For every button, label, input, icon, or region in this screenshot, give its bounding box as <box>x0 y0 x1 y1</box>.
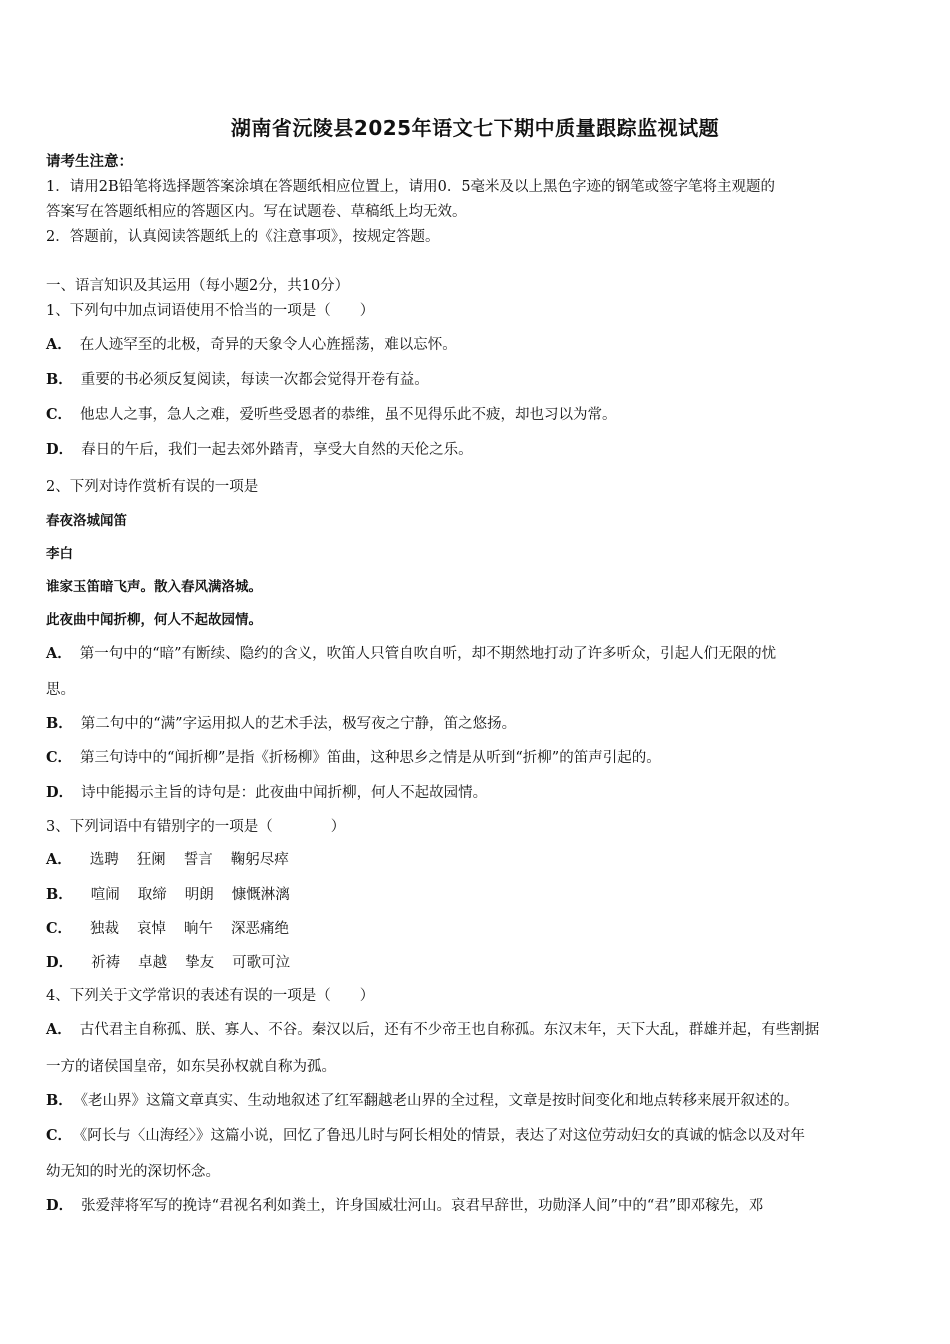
word: 祈祷 <box>91 955 121 971</box>
q2-option-d <box>46 783 908 803</box>
q3-option-b <box>46 885 908 905</box>
word: 卓越 <box>138 955 168 971</box>
word: 哀悼 <box>137 921 167 937</box>
option-text: 张爱萍将军写的挽诗“君视名利如粪土，许身国威壮河山。哀君早辞世，功勋泽人间”中的“君”即邓稼先，邓 <box>81 1198 764 1214</box>
option-text: 他忠人之事，急人之难，爱听些受恩者的恭维，虽不见得乐此不疲，却也习以为常。 <box>80 407 617 423</box>
word: 取缔 <box>137 887 167 903</box>
word: 誓言 <box>183 852 213 868</box>
option-text: 《阿长与〈山海经〉》这篇小说，回忆了鲁迅儿时与阿长相处的情景，表达了对这位劳动妇女的真诚的惦念以及对年 <box>80 1128 806 1144</box>
q3-option-c <box>46 919 908 939</box>
q3-stem: 3、下列词语中有错别字的一项是（ ） <box>46 819 346 835</box>
section-heading: 一、语言知识及其运用（每小题2分，共10分） <box>46 278 350 294</box>
word: 喧闹 <box>90 887 120 903</box>
q1-stem: 1、下列句中加点词语使用不恰当的一项是（ ） <box>46 303 375 319</box>
q3-option-d <box>46 953 908 973</box>
option-label: B． <box>46 371 73 388</box>
notice-item-1-cont: 答案写在答题纸相应的答题区内。写在试题卷、草稿纸上均无效。 <box>46 204 467 220</box>
q4-option-b <box>46 1091 908 1111</box>
word: 狂阑 <box>136 852 166 868</box>
option-label: C． <box>46 749 73 766</box>
option-label: B． <box>46 886 73 903</box>
word: 独裁 <box>90 921 120 937</box>
poem-title: 春夜洛城闻笛 <box>46 513 127 529</box>
option-label: A． <box>46 336 72 353</box>
option-text: 《老山界》这篇文章真实、生动地叙述了红军翻越老山界的全过程，文章是按时间变化和地点转移来展开叙述的。 <box>80 1093 799 1109</box>
option-text: 第三句诗中的“闻折柳”是指《折杨柳》笛曲，这种思乡之情是从听到“折柳”的笛声引起的。 <box>80 750 661 766</box>
page-title: 湖南省沅陵县2025年语文七下期中质量跟踪监视试题 <box>230 116 720 140</box>
word: 明朗 <box>184 887 214 903</box>
option-label: D． <box>46 784 74 801</box>
option-label: A． <box>46 645 72 662</box>
q2-option-a-cont: 思。 <box>46 682 75 698</box>
option-label: D． <box>46 1197 74 1214</box>
q1-option-c <box>46 405 908 425</box>
q3-option-a <box>46 850 908 870</box>
q1-option-b <box>46 370 908 390</box>
notice-item-2: 2．答题前，认真阅读答题纸上的《注意事项》，按规定答题。 <box>46 229 440 245</box>
q4-option-c-cont: 幼无知的时光的深切怀念。 <box>46 1164 220 1180</box>
q2-option-a <box>46 644 908 664</box>
option-text: 诗中能揭示主旨的诗句是：此夜曲中闻折柳，何人不起故园情。 <box>81 785 488 801</box>
poem-line-2: 此夜曲中闻折柳，何人不起故园情。 <box>46 612 262 628</box>
option-text: 古代君主自称孤、朕、寡人、不谷。秦汉以后，还有不少帝王也自称孤。东汉末年，天下大乱，群雄并起，有些割据 <box>79 1022 820 1038</box>
option-label: D． <box>46 954 74 971</box>
option-text: 第一句中的“暗”有断续、隐约的含义，吹笛人只管自吹自听，却不期然地打动了许多听众，引起人们无限的忧 <box>79 646 777 662</box>
option-text: 重要的书必须反复阅读，每读一次都会觉得开卷有益。 <box>80 372 429 388</box>
q4-stem: 4、下列关于文学常识的表述有误的一项是（ ） <box>46 988 375 1004</box>
q4-option-c <box>46 1126 908 1146</box>
q4-option-a-cont: 一方的诸侯国皇帝，如东吴孙权就自称为孤。 <box>46 1059 336 1075</box>
option-label: C． <box>46 406 73 423</box>
option-label: A． <box>46 851 72 868</box>
option-text: 在人迹罕至的北极，奇异的天象令人心旌摇荡，难以忘怀。 <box>79 337 457 353</box>
q4-option-a <box>46 1020 908 1040</box>
q1-option-d <box>46 440 908 460</box>
option-label: D． <box>46 441 74 458</box>
option-label: C． <box>46 1127 73 1144</box>
q2-stem: 2、下列对诗作赏析有误的一项是 <box>46 479 259 495</box>
q1-option-a <box>46 335 908 355</box>
option-label: A． <box>46 1021 72 1038</box>
option-label: B． <box>46 1092 73 1109</box>
word: 晌午 <box>184 921 214 937</box>
q2-option-b <box>46 714 908 734</box>
notice-item-1: 1．请用2B铅笔将选择题答案涂填在答题纸相应位置上，请用0．5毫米及以上黑色字迹的钢笔或签字笔将主观题的 <box>46 179 776 195</box>
option-label: B． <box>46 715 73 732</box>
q2-option-c <box>46 748 908 768</box>
poem-author: 李白 <box>46 546 73 562</box>
poem-line-1: 谁家玉笛暗飞声。散入春风满洛城。 <box>46 579 262 595</box>
option-label: C． <box>46 920 73 937</box>
q4-option-d <box>46 1196 908 1216</box>
option-text: 第二句中的“满”字运用拟人的艺术手法，极写夜之宁静，笛之悠扬。 <box>80 716 517 732</box>
word: 深恶痛绝 <box>231 921 290 937</box>
word: 挚友 <box>185 955 215 971</box>
word: 选聘 <box>89 852 119 868</box>
notice-heading: 请考生注意： <box>46 153 133 170</box>
word: 可歌可泣 <box>232 955 291 971</box>
option-text: 春日的午后，我们一起去郊外踏青，享受大自然的天伦之乐。 <box>81 442 473 458</box>
word: 鞠躬尽瘁 <box>230 852 289 868</box>
word: 慷慨淋漓 <box>231 887 290 903</box>
